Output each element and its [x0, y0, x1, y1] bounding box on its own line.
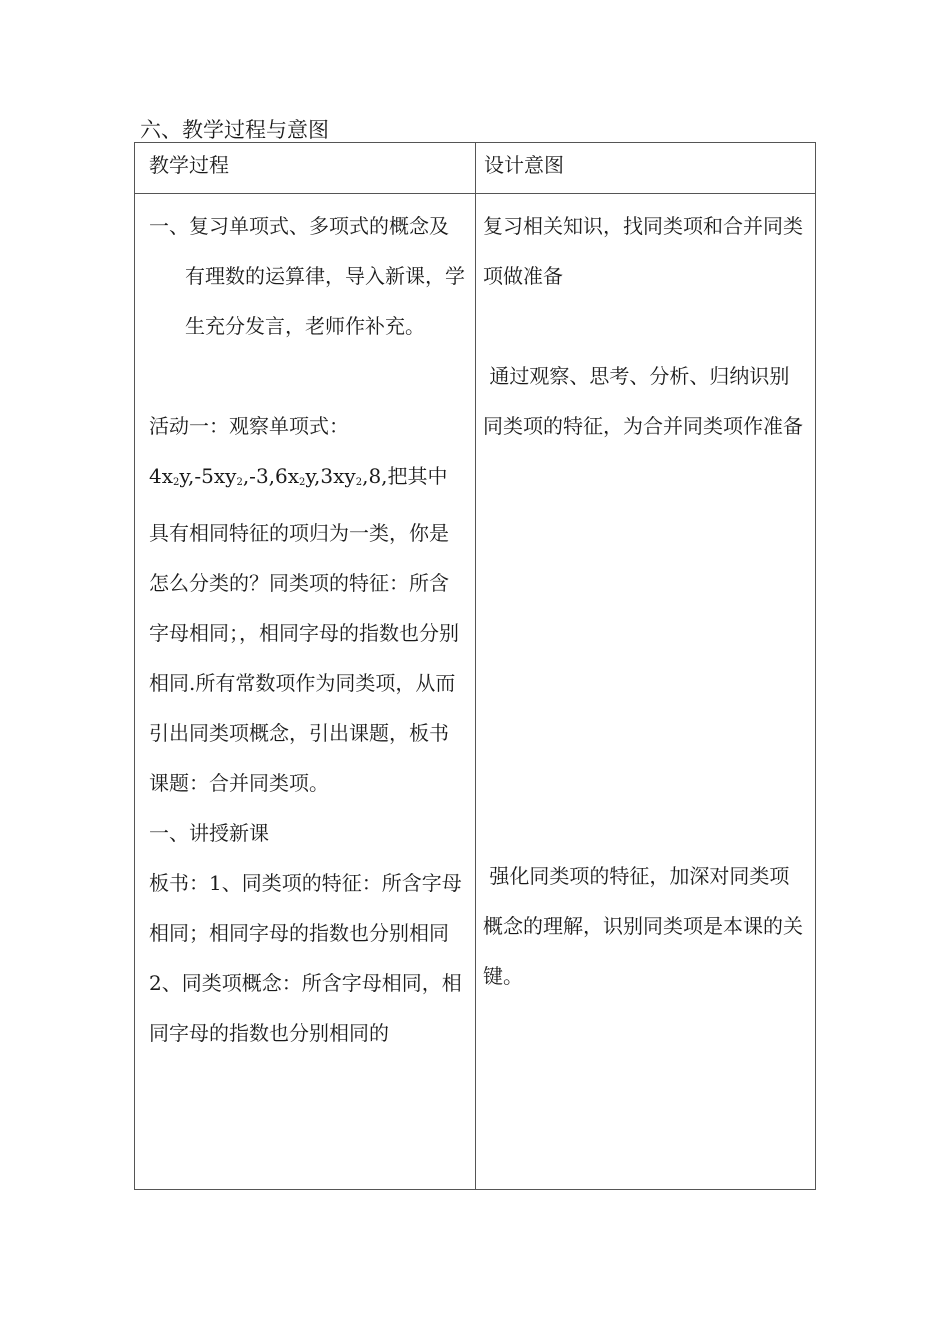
intent-observe: 通过观察、思考、分析、归纳识别同类项的特征，为合并同类项作准备 [483, 364, 803, 438]
review-paragraph: 一、复习单项式、多项式的概念及有理数的运算律，导入新课，学生充分发言，老师作补充。 [149, 214, 465, 338]
header-divider [135, 193, 815, 194]
header-process: 教学过程 [149, 153, 229, 177]
column-divider [475, 143, 476, 1189]
intent-strengthen: 强化同类项的特征，加深对同类项概念的理解，识别同类项是本课的关键。 [483, 864, 803, 988]
activity-paragraph: 活动一：观察单项式：$4x_2y,-5xy_2,-3,6x_2y,3xy_2,8$,把其中具有相同特征的项归为一类，你是怎么分类的？同类项的特征：所含字母相同；，相同字母的指数也分别相同.所有常数项作为同类项，从而引出同类项概念，引出课题，板书课题：合并同类项。 [149, 414, 459, 795]
concept-paragraph: 2、同类项概念：所含字母相同，相同字母的指数也分别相同的 [149, 971, 462, 1045]
intent-column [483, 201, 809, 1001]
board-feature-paragraph: 板书：1、同类项的特征：所含字母相同；相同字母的指数也分别相同 [149, 871, 462, 945]
lesson-table [134, 142, 816, 1190]
new-lesson-heading: 一、讲授新课 [149, 821, 269, 845]
process-column [149, 201, 467, 1058]
section-title: 六、教学过程与意图 [140, 118, 329, 142]
header-intent: 设计意图 [484, 153, 564, 177]
intent-review: 复习相关知识，找同类项和合并同类项做准备 [483, 214, 803, 288]
